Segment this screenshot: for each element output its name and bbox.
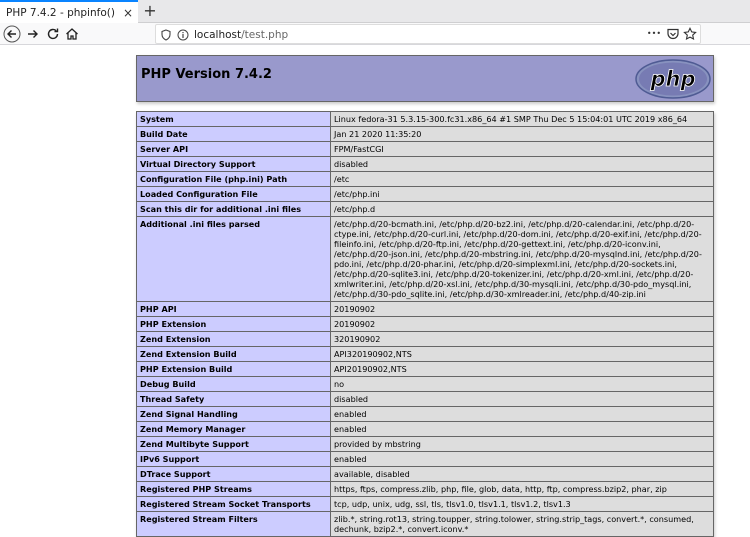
row-value: Jan 21 2020 11:35:20: [331, 127, 714, 142]
table-row: [137, 467, 714, 482]
reload-button[interactable]: [44, 25, 62, 43]
close-icon[interactable]: ×: [122, 5, 134, 20]
reload-icon: [45, 26, 61, 42]
table-row: [137, 377, 714, 392]
table-row: [137, 392, 714, 407]
table-row: [137, 187, 714, 202]
row-key: PHP Extension Build: [137, 362, 331, 377]
system-info-table: [136, 111, 714, 537]
page-actions-menu-icon[interactable]: •••: [646, 29, 662, 38]
back-arrow-icon: [3, 25, 21, 43]
url-host: localhost: [194, 29, 242, 41]
bookmark-star-icon[interactable]: [681, 25, 699, 43]
row-value: Linux fedora-31 5.3.15-300.fc31.x86_64 #1 SMP Thu Dec 5 15:04:01 UTC 2019 x86_64: [331, 112, 714, 127]
row-value: /etc/php.d: [331, 202, 714, 217]
row-value: enabled: [331, 407, 714, 422]
row-key: Virtual Directory Support: [137, 157, 331, 172]
row-key: Additional .ini files parsed: [137, 217, 331, 302]
row-value: disabled: [331, 392, 714, 407]
table-row: [137, 302, 714, 317]
table-row: [137, 317, 714, 332]
row-value: provided by mbstring: [331, 437, 714, 452]
table-row: [137, 497, 714, 512]
url-text[interactable]: [194, 25, 288, 45]
php-header: [136, 55, 714, 102]
url-bar[interactable]: [155, 24, 701, 44]
shield-icon[interactable]: [159, 28, 173, 42]
new-tab-button[interactable]: +: [143, 1, 157, 20]
pocket-icon[interactable]: [664, 25, 682, 43]
tab-strip: [0, 0, 750, 23]
table-row: [137, 512, 714, 537]
row-value: tcp, udp, unix, udg, ssl, tls, tlsv1.0, tlsv1.1, tlsv1.2, tlsv1.3: [331, 497, 714, 512]
row-value: 320190902: [331, 332, 714, 347]
row-key: Configuration File (php.ini) Path: [137, 172, 331, 187]
table-row: [137, 437, 714, 452]
row-value: /etc/php.ini: [331, 187, 714, 202]
table-row: [137, 407, 714, 422]
row-value: enabled: [331, 422, 714, 437]
row-key: Thread Safety: [137, 392, 331, 407]
table-row: [137, 422, 714, 437]
table-row: [137, 217, 714, 302]
row-key: Build Date: [137, 127, 331, 142]
row-key: Loaded Configuration File: [137, 187, 331, 202]
home-button[interactable]: [63, 25, 81, 43]
tab-title: PHP 7.4.2 - phpinfo(): [6, 6, 115, 19]
row-key: Debug Build: [137, 377, 331, 392]
row-value: enabled: [331, 452, 714, 467]
row-key: DTrace Support: [137, 467, 331, 482]
forward-arrow-icon: [25, 26, 41, 42]
php-logo-text: php: [650, 67, 696, 91]
table-row: [137, 172, 714, 187]
table-row: [137, 127, 714, 142]
row-value: no: [331, 377, 714, 392]
row-key: IPv6 Support: [137, 452, 331, 467]
row-key: Registered Stream Filters: [137, 512, 331, 537]
row-value: available, disabled: [331, 467, 714, 482]
row-value: 20190902: [331, 302, 714, 317]
page-title: PHP Version 7.4.2: [141, 67, 272, 82]
home-icon: [64, 26, 80, 42]
page-content: [0, 46, 750, 537]
row-key: System: [137, 112, 331, 127]
row-key: Zend Signal Handling: [137, 407, 331, 422]
row-key: Zend Memory Manager: [137, 422, 331, 437]
row-value: /etc/php.d/20-bcmath.ini, /etc/php.d/20-bz2.ini, /etc/php.d/20-calendar.ini, /etc/php.d/20-ctype.ini, /etc/php.d/20-curl.ini, /etc/php.d/20-dom.ini, /etc/php.d/20-exif.ini, /etc/php.d/20-fileinfo.ini, /etc/php.d/20-ftp.ini, /etc/php.d/20-gettext.ini, /etc/php.d/20-iconv.ini, /etc/php.d/20-json.ini, /etc/php.d/20-mbstring.ini, /etc/php.d/20-mysqlnd.ini, /etc/php.d/20-pdo.ini, /etc/php.d/20-phar.ini, /etc/php.d/20-simplexml.ini, /etc/php.d/20-sockets.ini, /etc/php.d/20-sqlite3.ini, /etc/php.d/20-tokenizer.ini, /etc/php.d/20-xml.ini, /etc/php.d/20-xmlwriter.ini, /etc/php.d/20-xsl.ini, /etc/php.d/30-mysqli.ini, /etc/php.d/30-pdo_mysql.ini, /etc/php.d/30-pdo_sqlite.ini, /etc/php.d/30-xmlreader.ini, /etc/php.d/40-zip.ini: [331, 217, 714, 302]
table-row: [137, 112, 714, 127]
row-key: Zend Extension Build: [137, 347, 331, 362]
row-key: PHP Extension: [137, 317, 331, 332]
row-key: Registered PHP Streams: [137, 482, 331, 497]
row-value: API20190902,NTS: [331, 362, 714, 377]
row-key: Zend Extension: [137, 332, 331, 347]
back-button[interactable]: [3, 25, 21, 43]
table-row: [137, 332, 714, 347]
row-value: /etc: [331, 172, 714, 187]
row-key: Scan this dir for additional .ini files: [137, 202, 331, 217]
row-value: 20190902: [331, 317, 714, 332]
table-row: [137, 202, 714, 217]
url-path: /test.php: [241, 29, 289, 41]
row-key: Server API: [137, 142, 331, 157]
table-row: [137, 157, 714, 172]
table-row: [137, 347, 714, 362]
info-icon[interactable]: [176, 28, 190, 42]
row-key: PHP API: [137, 302, 331, 317]
browser-tab[interactable]: [0, 0, 138, 23]
forward-button[interactable]: [24, 25, 42, 43]
table-row: [137, 142, 714, 157]
table-row: [137, 452, 714, 467]
php-logo: [635, 59, 711, 99]
nav-bar: [0, 23, 750, 45]
row-value: zlib.*, string.rot13, string.toupper, string.tolower, string.strip_tags, convert.*, consumed, dechunk, bzip2.*, convert.iconv.*: [331, 512, 714, 537]
table-row: [137, 362, 714, 377]
row-key: Registered Stream Socket Transports: [137, 497, 331, 512]
row-key: Zend Multibyte Support: [137, 437, 331, 452]
row-value: disabled: [331, 157, 714, 172]
table-row: [137, 482, 714, 497]
row-value: FPM/FastCGI: [331, 142, 714, 157]
row-value: API320190902,NTS: [331, 347, 714, 362]
row-value: https, ftps, compress.zlib, php, file, glob, data, http, ftp, compress.bzip2, phar, zip: [331, 482, 714, 497]
